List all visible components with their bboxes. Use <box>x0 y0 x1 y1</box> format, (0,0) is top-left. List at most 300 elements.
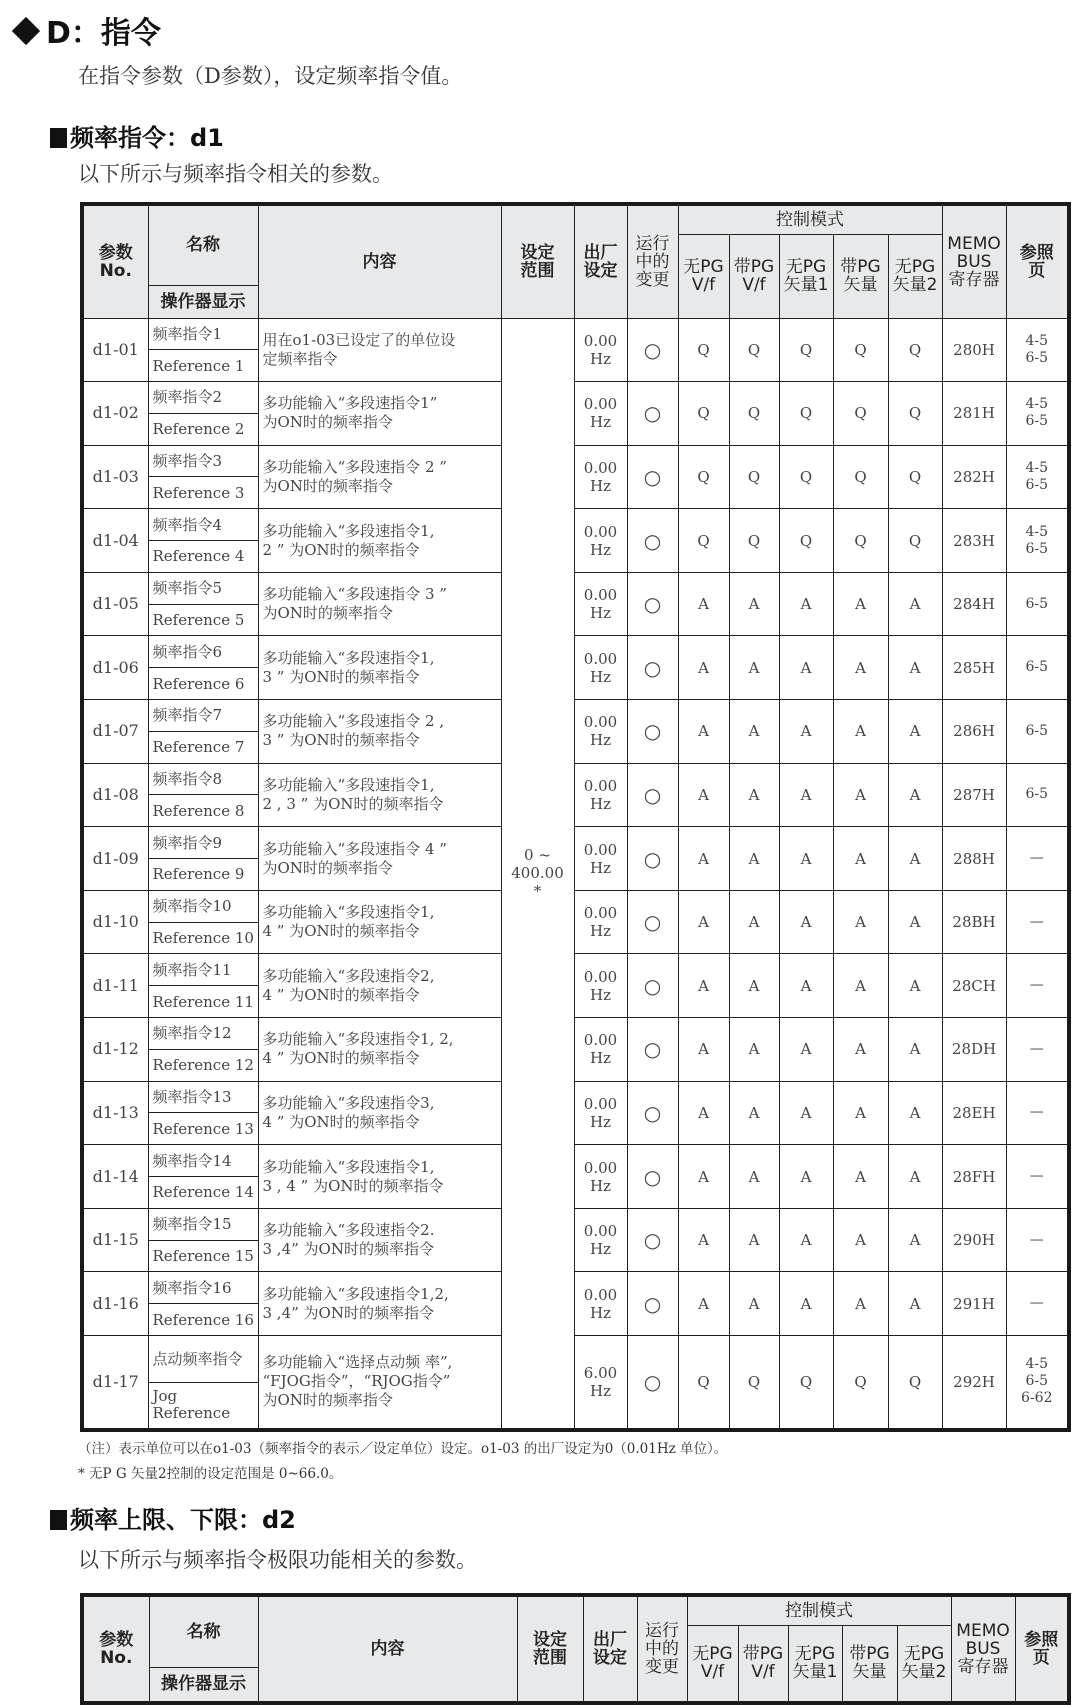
line: 0.00 <box>583 1031 618 1050</box>
control-mode-access: A <box>833 1018 888 1082</box>
control-mode-access: Q <box>833 318 888 382</box>
table-row <box>82 318 1069 350</box>
header-change-during-run: 运行 中的 变更 <box>637 1595 687 1703</box>
reference-page <box>1006 445 1069 509</box>
line: 6-5 <box>1025 659 1049 676</box>
param-no: d1-01 <box>82 318 148 382</box>
line: 4 ” 为ON时的频率指令 <box>262 985 420 1004</box>
line: 4-5 <box>1025 1356 1049 1373</box>
operator-display: Reference 14 <box>148 1177 258 1209</box>
line: 多功能输入“多段速指令3, <box>262 1093 435 1112</box>
reference-page <box>1006 1018 1069 1082</box>
line: 0.00 <box>583 586 618 605</box>
factory-default <box>574 572 627 636</box>
line: 为ON时的频率指令 <box>262 858 393 877</box>
line: 3 , 4 ” 为ON时的频率指令 <box>262 1176 444 1195</box>
line: 为ON时的频率指令 <box>262 476 393 495</box>
control-mode-access: Q <box>888 318 942 382</box>
reference-page <box>1006 954 1069 1018</box>
reference-page <box>1006 1081 1069 1145</box>
line: 4-5 <box>1025 396 1049 413</box>
param-no: d1-07 <box>82 700 148 764</box>
param-no: d1-09 <box>82 827 148 891</box>
header-change-during-run: 运行 中的 变更 <box>627 204 678 318</box>
diamond-bullet-icon <box>12 17 40 45</box>
param-name: 频率指令3 <box>148 445 258 477</box>
line: — <box>1029 850 1044 867</box>
param-no: d1-15 <box>82 1208 148 1272</box>
control-mode-access: A <box>833 700 888 764</box>
control-mode-access: A <box>779 636 833 700</box>
operator-display: Reference 7 <box>148 731 258 763</box>
line: 为ON时的频率指令 <box>262 1391 393 1410</box>
factory-default <box>574 636 627 700</box>
line: — <box>1029 1104 1044 1121</box>
header-control-mode: 控制模式 <box>687 1595 951 1625</box>
control-mode-access: Q <box>678 1336 729 1430</box>
param-name: 频率指令5 <box>148 572 258 604</box>
param-name: 频率指令15 <box>148 1208 258 1240</box>
param-name: 频率指令7 <box>148 700 258 732</box>
table-row <box>82 1336 1069 1383</box>
param-name: 频率指令1 <box>148 318 258 350</box>
operator-display: Reference 8 <box>148 795 258 827</box>
line: 2 , 3 ” 为ON时的频率指令 <box>262 794 444 813</box>
header-memobus: MEMO BUS 寄存器 <box>951 1595 1015 1703</box>
line: 0.00 <box>583 840 618 859</box>
memobus-register: 284H <box>942 572 1006 636</box>
change-during-run: ○ <box>627 890 678 954</box>
control-mode-access: Q <box>779 445 833 509</box>
header-ref-page: 参照 页 <box>1015 1595 1069 1703</box>
header-mode-2: 带PG V/f <box>729 234 779 318</box>
control-mode-access: A <box>833 636 888 700</box>
line: 多功能输入“多段速指令1,2, <box>262 1284 449 1303</box>
table-row <box>82 1208 1069 1240</box>
memobus-register: 280H <box>942 318 1006 382</box>
reference-page <box>1006 636 1069 700</box>
control-mode-access: A <box>833 1145 888 1209</box>
control-mode-access: Q <box>729 382 779 446</box>
param-name: 频率指令6 <box>148 636 258 668</box>
control-mode-access: Q <box>779 509 833 573</box>
param-content <box>258 509 501 573</box>
operator-display: Reference 16 <box>148 1304 258 1336</box>
header-factory-setting: 出厂 设定 <box>574 204 627 318</box>
change-during-run: ○ <box>627 382 678 446</box>
control-mode-access: Q <box>779 318 833 382</box>
param-no: d1-14 <box>82 1145 148 1209</box>
param-content <box>258 1018 501 1082</box>
section-intro: 在指令参数（D参数），设定频率指令值。 <box>78 64 463 88</box>
control-mode-access: A <box>888 1081 942 1145</box>
control-mode-access: Q <box>888 382 942 446</box>
line: — <box>1029 1231 1044 1248</box>
reference-page <box>1006 1208 1069 1272</box>
control-mode-access: A <box>678 1272 729 1336</box>
change-during-run: ○ <box>627 572 678 636</box>
line: Hz <box>590 1381 611 1400</box>
control-mode-access: Q <box>678 318 729 382</box>
control-mode-access: A <box>678 1081 729 1145</box>
d1-note-1: （注）表示单位可以在o1-03（频率指令的表示／设定单位）设定。o1-03 的出厂设定为0（0.01Hz 单位）。 <box>78 1441 728 1457</box>
line: 4 ” 为ON时的频率指令 <box>262 1112 420 1131</box>
line: 6-5 <box>1025 722 1049 739</box>
line: 0.00 <box>583 458 618 477</box>
line: 0.00 <box>583 1285 618 1304</box>
header-mode-4: 带PG 矢量 <box>842 1625 897 1703</box>
reference-page <box>1006 509 1069 573</box>
line: Hz <box>590 413 611 432</box>
line: 多功能输入“选择点动频 率”, <box>262 1353 453 1372</box>
line: 0.00 <box>583 1222 618 1241</box>
line: 6-5 <box>1025 413 1049 430</box>
table-row <box>82 1018 1069 1050</box>
line: 0 ~ <box>524 846 551 864</box>
control-mode-access: A <box>729 1018 779 1082</box>
line: 多功能输入“多段速指令1” <box>262 394 438 413</box>
control-mode-access: A <box>833 827 888 891</box>
factory-default <box>574 763 627 827</box>
header-setting-range: 设定 范围 <box>517 1595 583 1703</box>
param-no: d1-06 <box>82 636 148 700</box>
setting-range <box>501 318 574 1430</box>
control-mode-access: Q <box>888 1336 942 1430</box>
change-during-run: ○ <box>627 445 678 509</box>
square-bullet-icon <box>50 128 67 148</box>
header-memobus: MEMO BUS 寄存器 <box>942 204 1006 318</box>
d1-description: 以下所示与频率指令相关的参数。 <box>78 162 393 186</box>
memobus-register: 287H <box>942 763 1006 827</box>
operator-display: Reference 3 <box>148 477 258 509</box>
memobus-register: 283H <box>942 509 1006 573</box>
line: 0.00 <box>583 713 618 732</box>
line: 0.00 <box>583 331 618 350</box>
header-name: 名称 <box>148 204 258 285</box>
header-mode-2: 带PG V/f <box>738 1625 788 1703</box>
line: Hz <box>590 1303 611 1322</box>
factory-default <box>574 509 627 573</box>
operator-display: Reference 6 <box>148 668 258 700</box>
d2-heading-text: 频率上限、下限：d2 <box>70 1506 296 1534</box>
control-mode-access: A <box>779 1018 833 1082</box>
line: 0.00 <box>583 1158 618 1177</box>
line: 0.00 <box>583 1094 618 1113</box>
line: 6.00 <box>583 1363 618 1382</box>
reference-page <box>1006 1336 1069 1430</box>
control-mode-access: A <box>678 827 729 891</box>
param-name: 频率指令16 <box>148 1272 258 1304</box>
factory-default <box>574 1272 627 1336</box>
param-no: d1-10 <box>82 890 148 954</box>
line: 6-5 <box>1025 786 1049 803</box>
line: 0.00 <box>583 967 618 986</box>
param-name: 频率指令13 <box>148 1081 258 1113</box>
control-mode-access: Q <box>729 1336 779 1430</box>
d2-description: 以下所示与频率指令极限功能相关的参数。 <box>78 1548 477 1572</box>
memobus-register: 281H <box>942 382 1006 446</box>
param-no: d1-16 <box>82 1272 148 1336</box>
memobus-register: 286H <box>942 700 1006 764</box>
memobus-register: 28FH <box>942 1145 1006 1209</box>
header-content: 内容 <box>258 1595 517 1703</box>
control-mode-access: Q <box>888 445 942 509</box>
control-mode-access: A <box>729 890 779 954</box>
line: 0.00 <box>583 904 618 923</box>
line: 用在o1-03已设定了的单位设 <box>262 330 456 349</box>
line: 400.00 <box>511 864 564 882</box>
memobus-register: 28CH <box>942 954 1006 1018</box>
line: 多功能输入“多段速指令1, <box>262 648 435 667</box>
line: 4-5 <box>1025 332 1049 349</box>
control-mode-access: A <box>678 954 729 1018</box>
param-no: d1-04 <box>82 509 148 573</box>
line: 多功能输入“多段速指令 2 , <box>262 712 445 731</box>
control-mode-access: A <box>888 1145 942 1209</box>
control-mode-access: A <box>678 572 729 636</box>
operator-display: Reference 11 <box>148 986 258 1018</box>
control-mode-access: A <box>833 1208 888 1272</box>
header-param-no: 参数 No. <box>82 1595 149 1703</box>
change-during-run: ○ <box>627 827 678 891</box>
line: 3 ,4” 为ON时的频率指令 <box>262 1240 434 1259</box>
control-mode-access: Q <box>729 318 779 382</box>
line: 0.00 <box>583 776 618 795</box>
line: 0.00 <box>583 522 618 541</box>
line: 6-5 <box>1025 476 1049 493</box>
factory-default <box>574 700 627 764</box>
change-during-run: ○ <box>627 318 678 382</box>
header-mode-1: 无PG V/f <box>678 234 729 318</box>
line: Hz <box>590 1049 611 1068</box>
line: Hz <box>590 1112 611 1131</box>
table-row <box>82 1081 1069 1113</box>
table-row <box>82 827 1069 859</box>
change-during-run: ○ <box>627 1208 678 1272</box>
change-during-run: ○ <box>627 954 678 1018</box>
control-mode-access: A <box>678 1018 729 1082</box>
header-param-no: 参数 No. <box>82 204 148 318</box>
line: Hz <box>590 1240 611 1259</box>
control-mode-access: A <box>833 1081 888 1145</box>
control-mode-access: Q <box>833 1336 888 1430</box>
control-mode-access: A <box>678 1208 729 1272</box>
control-mode-access: A <box>888 763 942 827</box>
line: 多功能输入“多段速指令 2 ” <box>262 457 447 476</box>
line: 多功能输入“多段速指令1, 2, <box>262 1030 454 1049</box>
control-mode-access: Q <box>779 382 833 446</box>
control-mode-access: Q <box>729 445 779 509</box>
param-name: 频率指令2 <box>148 382 258 414</box>
line: 4-5 <box>1025 523 1049 540</box>
operator-display: Reference 15 <box>148 1240 258 1272</box>
memobus-register: 282H <box>942 445 1006 509</box>
control-mode-access: A <box>678 890 729 954</box>
reference-page <box>1006 572 1069 636</box>
param-no: d1-02 <box>82 382 148 446</box>
line: 多功能输入“多段速指令1, <box>262 1157 435 1176</box>
line: 6-5 <box>1025 595 1049 612</box>
header-ref-page: 参照 页 <box>1006 204 1069 318</box>
control-mode-access: A <box>729 954 779 1018</box>
operator-display: Reference 12 <box>148 1049 258 1081</box>
line: 4 ” 为ON时的频率指令 <box>262 922 420 941</box>
reference-page <box>1006 890 1069 954</box>
control-mode-access: A <box>833 954 888 1018</box>
change-during-run: ○ <box>627 1018 678 1082</box>
change-during-run: ○ <box>627 1336 678 1430</box>
line: 6-5 <box>1025 349 1049 366</box>
d1-heading <box>50 118 224 153</box>
operator-display: Reference 10 <box>148 922 258 954</box>
param-no: d1-08 <box>82 763 148 827</box>
param-name: 频率指令12 <box>148 1018 258 1050</box>
factory-default <box>574 445 627 509</box>
param-name: 点动频率指令 <box>148 1336 258 1383</box>
factory-default <box>574 890 627 954</box>
control-mode-access: A <box>888 700 942 764</box>
line: 多功能输入“多段速指令1, <box>262 903 435 922</box>
d2-parameter-table <box>80 1593 1071 1705</box>
reference-page <box>1006 827 1069 891</box>
control-mode-access: A <box>729 572 779 636</box>
memobus-register: 288H <box>942 827 1006 891</box>
table-row <box>82 890 1069 922</box>
line: 多功能输入“多段速指令1, <box>262 521 435 540</box>
line: 4 ” 为ON时的频率指令 <box>262 1049 420 1068</box>
line: — <box>1029 1295 1044 1312</box>
control-mode-access: A <box>833 1272 888 1336</box>
control-mode-access: A <box>888 572 942 636</box>
control-mode-access: Q <box>888 509 942 573</box>
control-mode-access: A <box>729 1272 779 1336</box>
memobus-register: 28EH <box>942 1081 1006 1145</box>
control-mode-access: A <box>729 763 779 827</box>
table-row <box>82 445 1069 477</box>
header-control-mode: 控制模式 <box>678 204 942 234</box>
line: 6-62 <box>1021 1390 1053 1407</box>
control-mode-access: A <box>888 636 942 700</box>
operator-display: Reference 4 <box>148 541 258 573</box>
control-mode-access: Q <box>833 509 888 573</box>
factory-default <box>574 1336 627 1430</box>
memobus-register: 291H <box>942 1272 1006 1336</box>
d1-parameter-table <box>80 202 1071 1432</box>
header-mode-4: 带PG 矢量 <box>833 234 888 318</box>
control-mode-access: A <box>888 827 942 891</box>
line: 3 ” 为ON时的频率指令 <box>262 667 420 686</box>
change-during-run: ○ <box>627 700 678 764</box>
control-mode-access: Q <box>678 445 729 509</box>
change-during-run: ○ <box>627 509 678 573</box>
header-mode-3: 无PG 矢量1 <box>779 234 833 318</box>
param-no: d1-12 <box>82 1018 148 1082</box>
line: 6-5 <box>1025 1373 1049 1390</box>
line: 多功能输入“多段速指令 3 ” <box>262 585 447 604</box>
header-mode-5: 无PG 矢量2 <box>888 234 942 318</box>
control-mode-access: Q <box>678 509 729 573</box>
control-mode-access: A <box>779 890 833 954</box>
header-factory-setting: 出厂 设定 <box>583 1595 637 1703</box>
param-content <box>258 827 501 891</box>
control-mode-access: Q <box>779 1336 833 1430</box>
line: — <box>1029 1040 1044 1057</box>
reference-page <box>1006 382 1069 446</box>
header-content: 内容 <box>258 204 501 318</box>
line: Hz <box>590 858 611 877</box>
control-mode-access: A <box>678 763 729 827</box>
param-no: d1-03 <box>82 445 148 509</box>
d2-heading <box>50 1500 296 1535</box>
control-mode-access: A <box>888 1018 942 1082</box>
line: Hz <box>590 604 611 623</box>
line: 多功能输入“多段速指令1, <box>262 775 435 794</box>
reference-page <box>1006 1145 1069 1209</box>
change-during-run: ○ <box>627 1081 678 1145</box>
param-name: 频率指令8 <box>148 763 258 795</box>
change-during-run: ○ <box>627 636 678 700</box>
memobus-register: 28DH <box>942 1018 1006 1082</box>
table-row <box>82 636 1069 668</box>
param-content <box>258 1081 501 1145</box>
control-mode-access: A <box>833 763 888 827</box>
control-mode-access: A <box>779 1081 833 1145</box>
line: * <box>533 882 542 900</box>
param-content <box>258 1336 501 1430</box>
line: Hz <box>590 985 611 1004</box>
line: 0.00 <box>583 395 618 414</box>
param-content <box>258 636 501 700</box>
control-mode-access: A <box>888 1208 942 1272</box>
control-mode-access: A <box>779 1145 833 1209</box>
param-content <box>258 700 501 764</box>
operator-display: Reference 5 <box>148 604 258 636</box>
param-content <box>258 954 501 1018</box>
factory-default <box>574 1018 627 1082</box>
line: Hz <box>590 540 611 559</box>
factory-default <box>574 827 627 891</box>
control-mode-access: A <box>779 700 833 764</box>
line: Hz <box>590 1176 611 1195</box>
header-mode-3: 无PG 矢量1 <box>788 1625 842 1703</box>
control-mode-access: Q <box>833 382 888 446</box>
line: 为ON时的频率指令 <box>262 604 393 623</box>
param-content <box>258 445 501 509</box>
line: 多功能输入“多段速指令2, <box>262 966 435 985</box>
line: 0.00 <box>583 649 618 668</box>
param-no: d1-11 <box>82 954 148 1018</box>
table-row <box>82 763 1069 795</box>
control-mode-access: A <box>833 890 888 954</box>
line: Hz <box>590 922 611 941</box>
control-mode-access: A <box>729 636 779 700</box>
param-content <box>258 572 501 636</box>
d1-note-2: * 无P G 矢量2控制的设定范围是 0~66.0。 <box>78 1466 343 1482</box>
control-mode-access: A <box>779 954 833 1018</box>
control-mode-access: A <box>678 636 729 700</box>
line: Hz <box>590 667 611 686</box>
param-name: 频率指令11 <box>148 954 258 986</box>
factory-default <box>574 1081 627 1145</box>
memobus-register: 290H <box>942 1208 1006 1272</box>
header-setting-range: 设定 范围 <box>501 204 574 318</box>
table-row <box>82 382 1069 414</box>
control-mode-access: A <box>833 572 888 636</box>
control-mode-access: A <box>678 700 729 764</box>
line: 3 ” 为ON时的频率指令 <box>262 731 420 750</box>
param-name: 频率指令14 <box>148 1145 258 1177</box>
control-mode-access: Q <box>833 445 888 509</box>
